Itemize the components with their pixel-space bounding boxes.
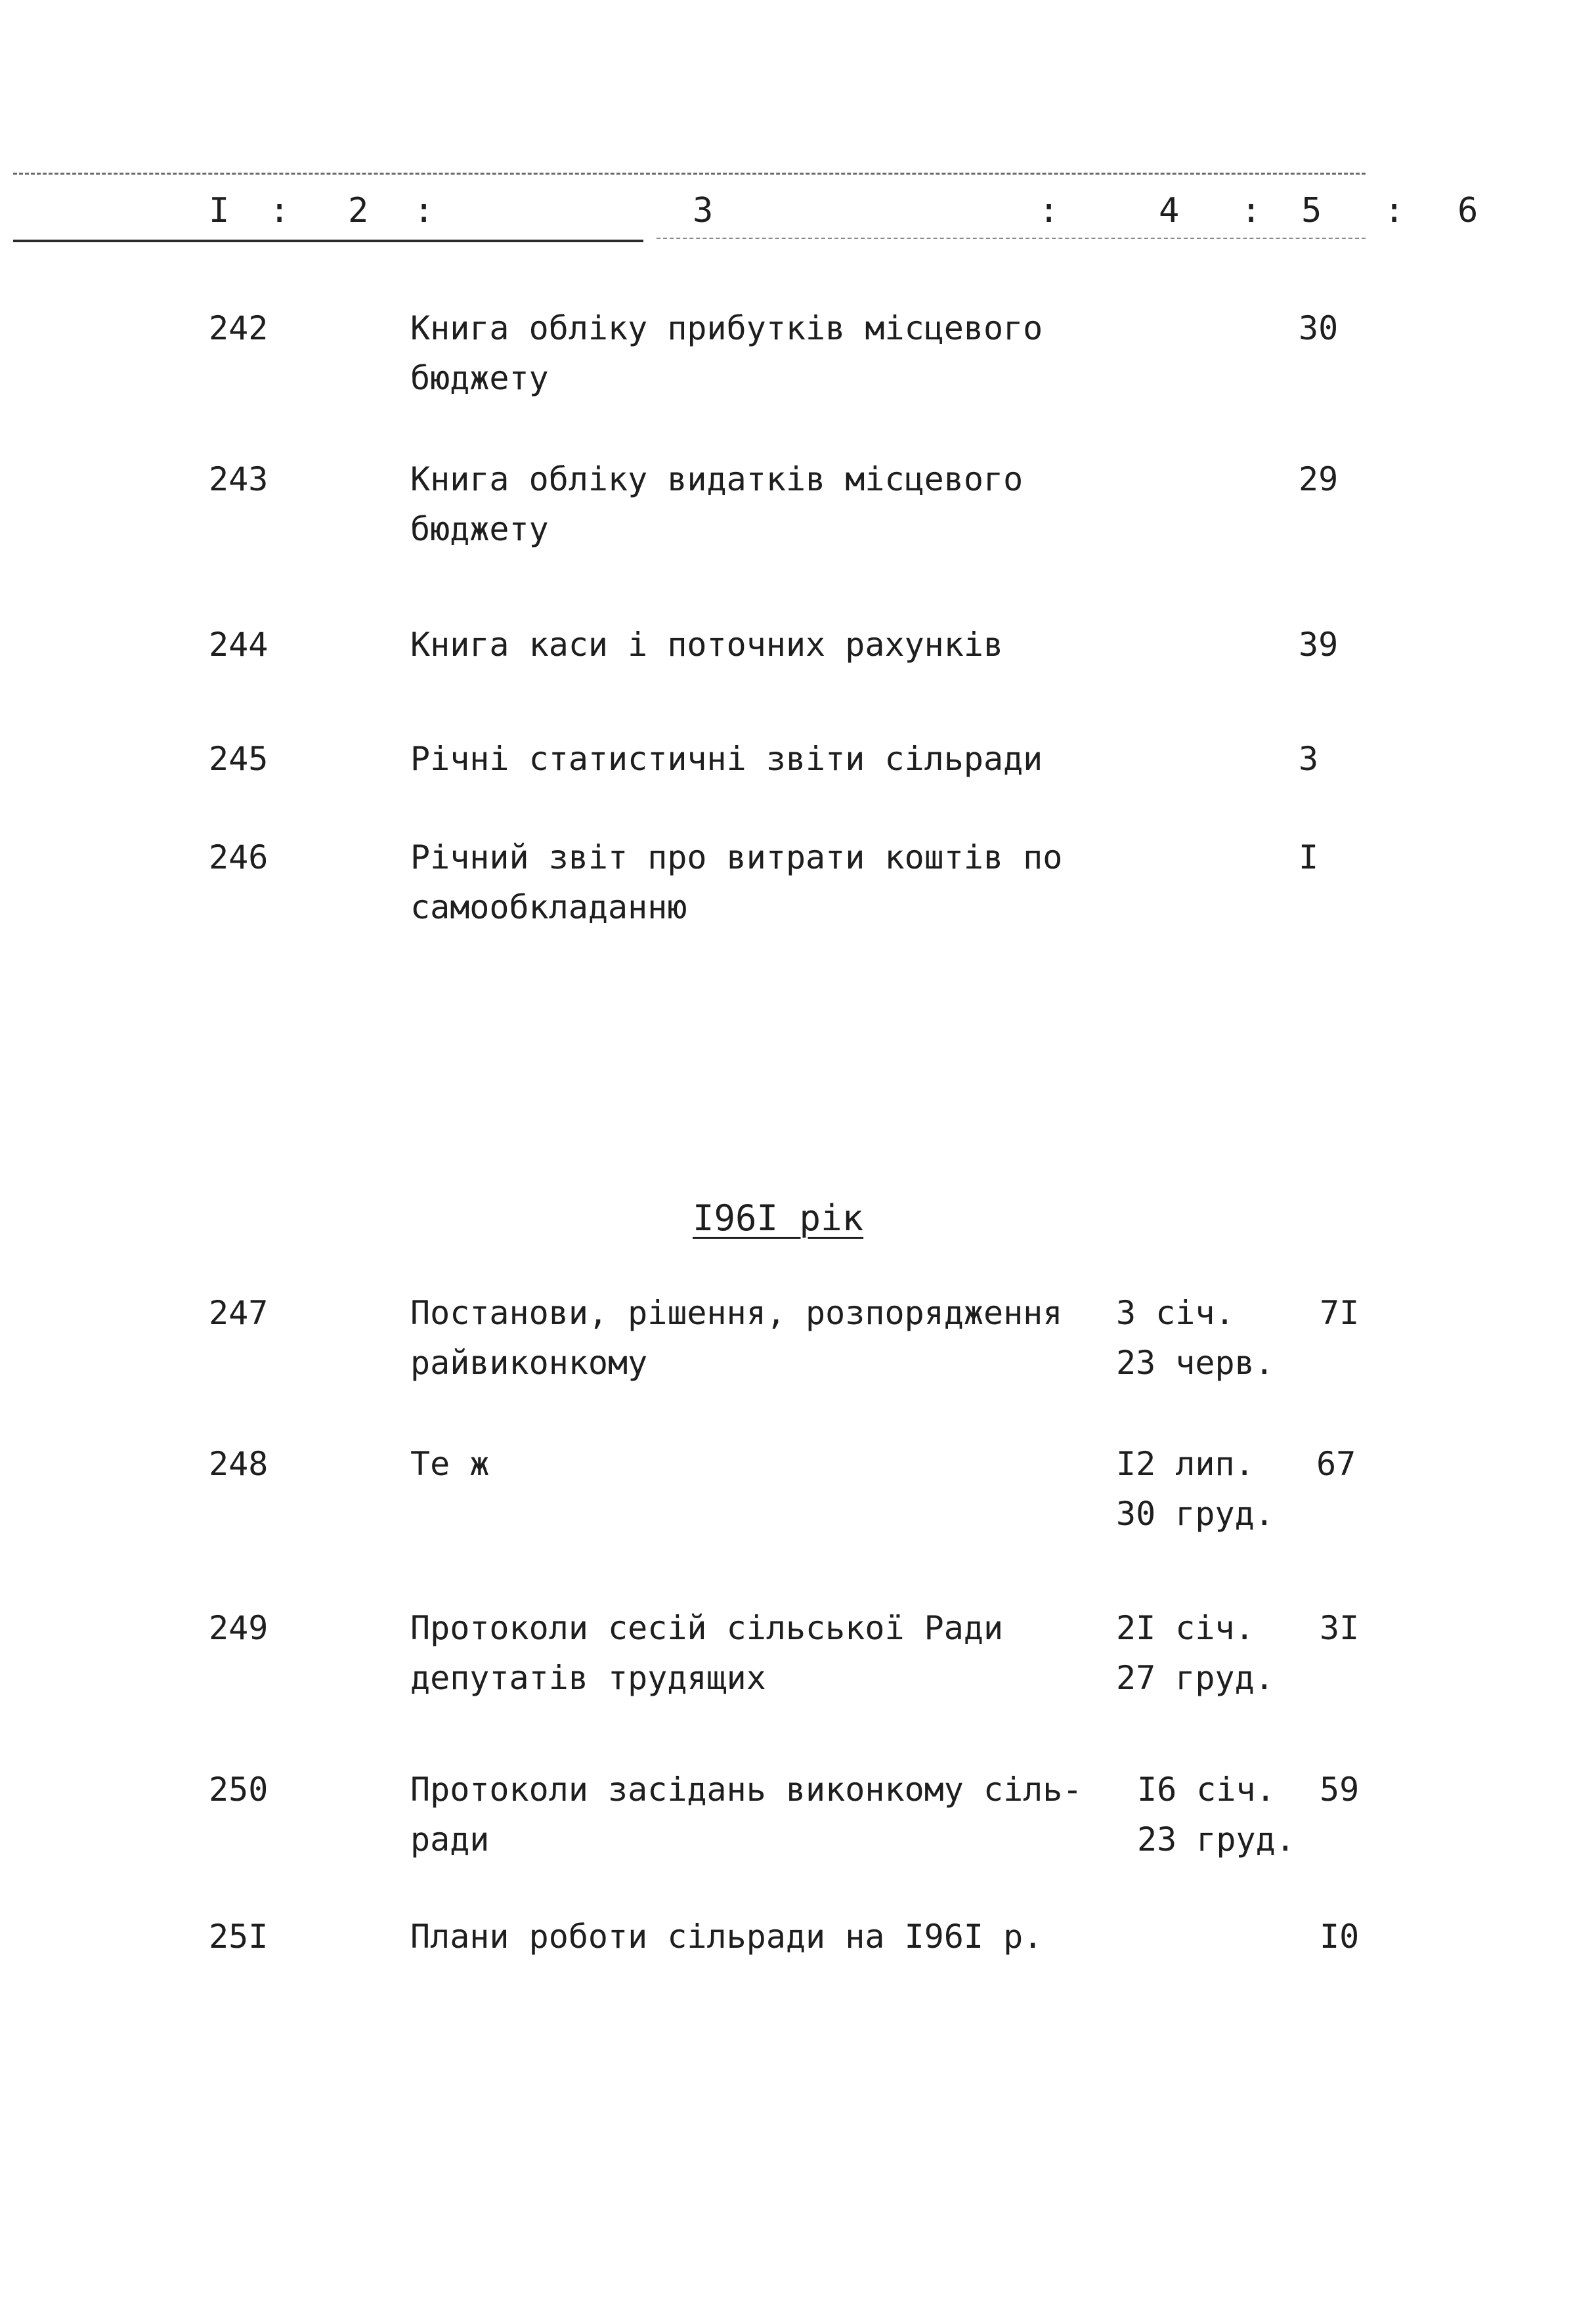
row-title: Річні статистичні звіти сільради bbox=[410, 740, 1043, 778]
row-title: Плани роботи сільради на I96I р. bbox=[410, 1918, 1043, 1956]
header-col-4: 4 bbox=[1159, 191, 1180, 230]
row-sheet-count: 7I bbox=[1320, 1294, 1360, 1332]
header-top-rule bbox=[13, 173, 1366, 175]
header-col-1: I bbox=[209, 191, 230, 230]
header-col-3: 3 bbox=[693, 191, 714, 230]
row-number: 243 bbox=[209, 460, 269, 498]
row-title: Книга обліку видатків місцевого bbox=[410, 460, 1024, 498]
row-number: 249 bbox=[209, 1609, 269, 1647]
header-separator: : bbox=[414, 191, 435, 230]
row-number: 250 bbox=[209, 1771, 269, 1809]
row-sheet-count: 30 bbox=[1299, 309, 1339, 347]
row-title: Книга обліку прибутків місцевого bbox=[410, 309, 1043, 347]
section-year-heading: I96I рік bbox=[693, 1197, 864, 1239]
row-date-start: 3 січ. bbox=[1116, 1294, 1235, 1332]
row-sheet-count: 67 bbox=[1316, 1445, 1356, 1483]
row-title: Протоколи сесій сільської Ради bbox=[410, 1609, 1004, 1647]
row-number: 25I bbox=[209, 1918, 269, 1956]
row-date-end: 23 груд. bbox=[1137, 1820, 1295, 1858]
header-separator: : bbox=[1039, 191, 1060, 230]
row-sheet-count: 39 bbox=[1299, 626, 1339, 664]
row-number: 244 bbox=[209, 626, 269, 664]
row-date-start: I6 січ. bbox=[1137, 1771, 1276, 1809]
row-number: 245 bbox=[209, 740, 269, 778]
row-date-start: I2 лип. bbox=[1116, 1445, 1255, 1483]
row-date-start: 2I січ. bbox=[1116, 1609, 1255, 1647]
row-sheet-count: 3I bbox=[1320, 1609, 1360, 1647]
header-separator: : bbox=[1384, 191, 1405, 230]
row-title: Протоколи засідань виконкому сіль- bbox=[410, 1771, 1083, 1809]
row-number: 248 bbox=[209, 1445, 269, 1483]
row-title: Книга каси і поточних рахунків bbox=[410, 626, 1004, 664]
header-col-2: 2 bbox=[348, 191, 369, 230]
row-title-continued: бюджету bbox=[410, 359, 549, 397]
row-number: 246 bbox=[209, 838, 269, 876]
row-title-continued: ради bbox=[410, 1820, 490, 1858]
row-sheet-count: 29 bbox=[1299, 460, 1339, 498]
header-separator: : bbox=[1241, 191, 1262, 230]
header-col-5: 5 bbox=[1301, 191, 1322, 230]
row-title-continued: самообкладанню bbox=[410, 888, 687, 926]
row-title-continued: райвиконкому bbox=[410, 1344, 648, 1382]
row-sheet-count: 59 bbox=[1320, 1771, 1360, 1809]
row-title: Постанови, рішення, розпорядження bbox=[410, 1294, 1063, 1332]
header-separator: : bbox=[269, 191, 290, 230]
row-sheet-count: I0 bbox=[1320, 1918, 1360, 1956]
row-number: 242 bbox=[209, 309, 269, 347]
row-title-continued: депутатів трудящих bbox=[410, 1659, 766, 1697]
row-title: Річний звіт про витрати коштів по bbox=[410, 838, 1063, 876]
header-bottom-rule-dashed bbox=[657, 238, 1366, 239]
row-date-end: 30 груд. bbox=[1116, 1495, 1274, 1533]
row-number: 247 bbox=[209, 1294, 269, 1332]
header-col-6: 6 bbox=[1457, 191, 1478, 230]
row-title: Те ж bbox=[410, 1445, 490, 1483]
row-title-continued: бюджету bbox=[410, 510, 549, 548]
header-bottom-rule bbox=[13, 240, 643, 242]
row-sheet-count: I bbox=[1299, 838, 1319, 876]
row-date-end: 27 груд. bbox=[1116, 1659, 1274, 1697]
row-sheet-count: 3 bbox=[1299, 740, 1319, 778]
row-date-end: 23 черв. bbox=[1116, 1344, 1274, 1382]
